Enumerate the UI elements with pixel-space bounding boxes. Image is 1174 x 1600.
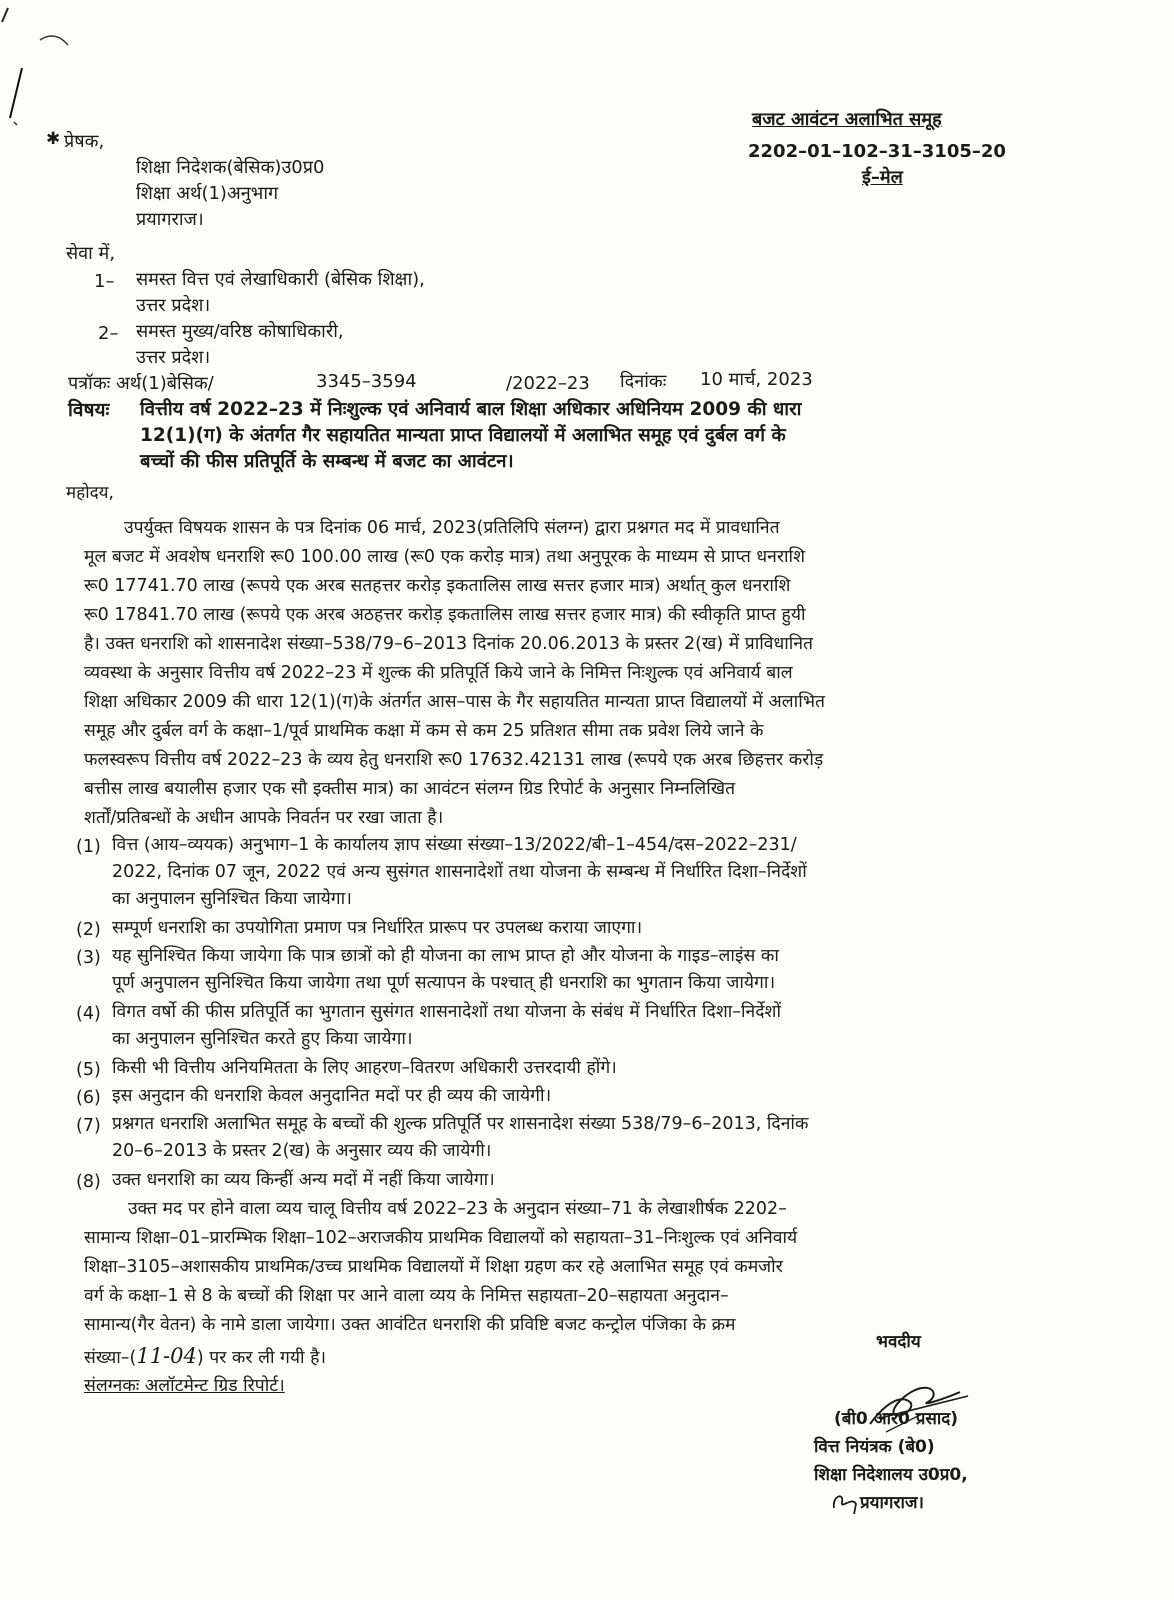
register-entry-prefix: संख्या–( <box>84 1348 137 1368</box>
signatory-office: शिक्षा निदेशालय उ0प्र0, <box>814 1465 968 1485</box>
sender-line2: शिक्षा अर्थ(1)अनुभाग <box>136 183 279 204</box>
recipients-label: सेवा में, <box>66 243 116 264</box>
condition-text: यह सुनिश्चित किया जायेगा कि पात्र छात्रों को ही योजना का लाभ प्राप्त हो और योजना के गाइड–लाइंस का <box>112 946 779 966</box>
asterisk-mark-icon: ✱ <box>46 129 61 149</box>
recipient2-line1: समस्त मुख्य/वरिष्ठ कोषाधिकारी, <box>136 321 344 342</box>
sender-label: प्रेषक, <box>64 131 105 152</box>
condition-text: का अनुपालन सुनिश्चित करते हुए किया जायेगा। <box>112 1029 413 1049</box>
condition-text: विगत वर्षो की फीस प्रतिपूर्ति का भुगतान सुसंगत शासनादेशों तथा योजना के संबंध में निर्धारित दिशा–निर्देशों <box>112 1002 781 1022</box>
condition-number: (8) <box>76 1172 101 1192</box>
reference-date-label: दिनांकः <box>620 371 667 392</box>
condition-text: उक्त धनराशि का व्यय किन्हीं अन्य मदों में नहीं किया जायेगा। <box>112 1170 495 1190</box>
condition-number: (6) <box>76 1088 101 1108</box>
reference-year: /2022–23 <box>506 373 590 394</box>
sender-line1: शिक्षा निदेशक(बेसिक)उ0प्र0 <box>136 157 325 178</box>
closing-line: उक्त मद पर होने वाला व्यय चालू वित्तीय वर्ष 2022–23 के अनुदान संख्या–71 के लेखाशीर्षक 2202– <box>128 1199 787 1219</box>
closing-line: वर्ग के कक्षा–1 से 8 के बच्चों की शिक्षा पर आने वाला व्यय के निमित्त सहायता–20–सहायता अनुदान– <box>84 1286 729 1306</box>
dispatch-mode: ई–मेल <box>862 167 903 188</box>
body-line: मूल बजट में अवशेष धनराशि रू0 100.00 लाख (रू0 एक करोड़ मात्र) तथा अनुपूरक के माध्यम से प्राप्त धनराशि <box>84 547 805 567</box>
reference-date: 10 मार्च, 2023 <box>700 369 813 390</box>
closing-line: सामान्य शिक्षा–01–प्रारम्भिक शिक्षा–102–अराजकीय प्राथमिक विद्यालयों को सहायता–31–निःशुल्क एवं अनिवार्य <box>84 1228 798 1248</box>
condition-text: वित्त (आय–व्ययक) अनुभाग–1 के कार्यालय ज्ञाप संख्या संख्या–13/2022/बी–1–454/दस–2022–231/ <box>112 835 797 855</box>
body-line: व्यवस्था के अनुसार वित्तीय वर्ष 2022–23 में शुल्क की प्रतिपूर्ति किये जाने के निमित्त निःशुल्क एवं अनिवार्य बाल <box>84 663 793 683</box>
condition-number: (3) <box>76 948 101 968</box>
signatory-designation: वित्त नियंत्रक (बे0) <box>814 1437 935 1457</box>
reference-number: 3345–3594 <box>316 371 417 392</box>
condition-text: किसी भी वित्तीय अनियमितता के लिए आहरण–वितरण अधिकारी उत्तरदायी होंगे। <box>112 1058 617 1078</box>
condition-text: 2022, दिनांक 07 जून, 2022 एवं अन्य सुसंगत शासनादेशों तथा योजना के सम्बन्ध में निर्धारित दिशा–निर्देशों <box>112 862 807 882</box>
salutation: महोदय, <box>66 483 114 503</box>
reference-label: पत्रॉकः अर्थ(1)बेसिक/ <box>68 373 214 394</box>
body-line: शर्तों/प्रतिबन्धों के अधीन आपके निवर्तन पर रखा जाता है। <box>84 808 444 828</box>
closing-line: शिक्षा–3105–अशासकीय प्राथमिक/उच्च प्राथमिक विद्यालयों में शिक्षा ग्रहण कर रहे अलाभित समूह एवं कमजोर <box>84 1257 783 1277</box>
yours-faithfully: भवदीय <box>876 1332 921 1352</box>
condition-text: का अनुपालन सुनिश्चित किया जायेगा। <box>112 889 352 909</box>
body-line: समूह और दुर्बल वर्ग के कक्षा–1/पूर्व प्राथमिक कक्षा में कम से कम 25 प्रतिशत सीमा तक प्रवेश लिये जाने के <box>84 721 764 741</box>
recipient1-line2: उत्तर प्रदेश। <box>136 295 211 316</box>
signatory-name: (बी0 आर0 प्रसाद) <box>834 1409 959 1429</box>
body-line: उपर्युक्त विषयक शासन के पत्र दिनांक 06 मार्च, 2023(प्रतिलिपि संलग्न) द्वारा प्रश्नगत मद में प्रावधानित <box>124 518 780 538</box>
enclosure-note: संलग्नकः अलॉटमेन्ट ग्रिड रिपोर्ट। <box>84 1376 285 1396</box>
recipient1-number: 1– <box>94 271 115 292</box>
margin-pen-mark-icon <box>0 0 80 140</box>
register-entry <box>84 1345 326 1369</box>
condition-text: सम्पूर्ण धनराशि का उपयोगिता प्रमाण पत्र निर्धारित प्रारूप पर उपलब्ध कराया जाएगा। <box>112 918 643 938</box>
body-line: बत्तीस लाख बयालीस हजार एक सौ इक्तीस मात्र) का आवंटन संलग्न ग्रिड रिपोर्ट के अनुसार निम्नलिखित <box>84 779 736 799</box>
recipient2-number: 2– <box>98 323 119 344</box>
body-line: शिक्षा अधिकार 2009 की धारा 12(1)(ग)के अंतर्गत आस–पास के गैर सहायतित मान्यता प्राप्त विद्यालयों में अलाभित <box>84 692 826 712</box>
condition-text: इस अनुदान की धनराशि केवल अनुदानित मदों पर ही व्यय की जायेगी। <box>112 1086 552 1106</box>
body-line: रू0 17741.70 लाख (रूपये एक अरब सतहत्तर करोड़ इकतालिस लाख सत्तर हजार मात्र) अर्थात् कुल धनराशि <box>84 576 791 596</box>
condition-text: 20–6–2013 के प्रस्तर 2(ख) के अनुसार व्यय की जायेगी। <box>112 1141 492 1161</box>
condition-number: (1) <box>76 837 101 857</box>
condition-number: (5) <box>76 1060 101 1080</box>
budget-head-code: 2202–01–102–31–3105–20 <box>748 141 1006 162</box>
register-entry-handwritten: 11-04 <box>136 1344 197 1368</box>
register-entry-suffix: ) पर कर ली गयी है। <box>196 1348 327 1368</box>
condition-text: पूर्ण अनुपालन सुनिश्चित किया जायेगा तथा पूर्ण सत्यापन के पश्चात् ही धनराशि का भुगतान किया जायेगा। <box>112 973 776 993</box>
initials-mark-icon <box>828 1488 862 1518</box>
recipient1-line1: समस्त वित्त एवं लेखाधिकारी (बेसिक शिक्षा), <box>136 269 425 290</box>
closing-line: सामान्य(गैर वेतन) के नामे डाला जायेगा। उक्त आवंटित धनराशि की प्रविष्टि बजट कन्ट्रोल पंजिका के क्रम <box>84 1315 736 1335</box>
subject-label: विषयः <box>68 399 110 421</box>
recipient2-line2: उत्तर प्रदेश। <box>136 347 211 368</box>
condition-number: (2) <box>76 920 101 940</box>
body-line: है। उक्त धनराशि को शासनादेश संख्या–538/79–6–2013 दिनांक 20.06.2013 के प्रस्तर 2(ख) में प्राविधानित <box>84 634 814 654</box>
budget-heading: बजट आवंटन अलाभित समूह <box>752 109 942 130</box>
signatory-city: प्रयागराज। <box>860 1493 924 1513</box>
condition-text: प्रश्नगत धनराशि अलाभित समूह के बच्चों की शुल्क प्रतिपूर्ति पर शासनादेश संख्या 538/79–6–2013, दिनांक <box>112 1114 809 1134</box>
sender-line3: प्रयागराज। <box>136 209 204 230</box>
body-line: फलस्वरूप वित्तीय वर्ष 2022–23 के व्यय हेतु धनराशि रू0 17632.42131 लाख (रूपये एक अरब छिहत्तर करोड़ <box>84 750 824 770</box>
condition-number: (4) <box>76 1004 101 1024</box>
condition-number: (7) <box>76 1116 101 1136</box>
subject-line2: 12(1)(ग) के अंतर्गत गैर सहायतित मान्यता प्राप्त विद्यालयों में अलाभित समूह एवं दुर्बल वर्ग के <box>140 425 786 446</box>
subject-line3: बच्चों की फीस प्रतिपूर्ति के सम्बन्ध में बजट का आवंटन। <box>140 451 514 472</box>
subject-line1: वित्तीय वर्ष 2022–23 में निःशुल्क एवं अनिवार्य बाल शिक्षा अधिकार अधिनियम 2009 की धारा <box>140 399 802 420</box>
body-line: रू0 17841.70 लाख (रूपये एक अरब अठहत्तर करोड़ इकतालिस लाख सत्तर हजार मात्र) की स्वीकृति प्राप्त हुयी <box>84 605 806 625</box>
